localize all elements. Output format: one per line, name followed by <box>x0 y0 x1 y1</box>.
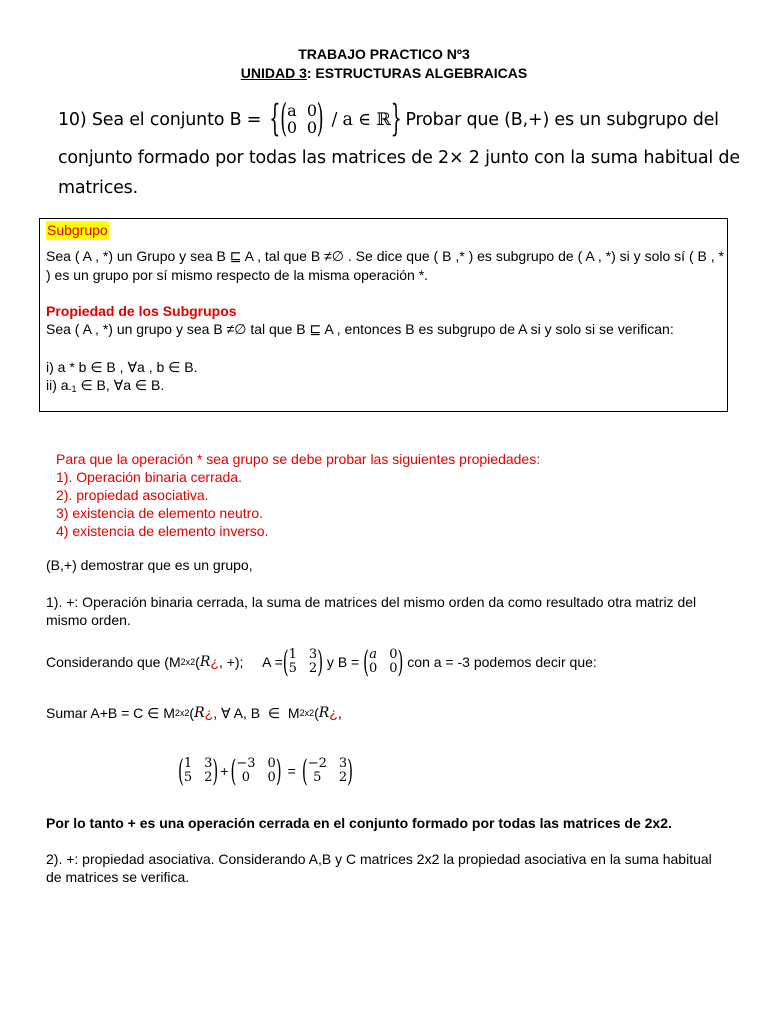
problem-intro: 10) Sea el conjunto B = <box>58 109 262 130</box>
set-matrix-cell: 0 <box>286 117 297 137</box>
matrix-cell: 1 <box>288 647 297 662</box>
matrix-cell: 0 <box>389 660 398 676</box>
problem-line-2: conjunto formado por todas las matrices de 2× 2 junto con la suma habitual de <box>58 148 740 168</box>
left-brace: { <box>269 98 281 141</box>
set-matrix-cell: 0 <box>306 101 317 120</box>
properties-intro: Para que la operación * sea grupo se debe probar las siguientes propiedades: <box>56 451 541 467</box>
definition-box <box>39 218 728 412</box>
unit-heading <box>0 65 768 81</box>
associative-text: 2). +: propiedad asociativa. Considerando A,B y C matrices 2x2 la propiedad asociativa en la suma habitual de matrices se verifica. <box>46 851 712 885</box>
set-matrix-cell: a <box>287 101 297 120</box>
matrix-equation <box>178 752 353 789</box>
properties-list <box>56 450 540 540</box>
equation-matrix-2: ( −3 0 0 0 ) <box>230 752 282 789</box>
equation-matrix-1: ( 1 3 5 2 ) <box>178 752 219 789</box>
equals-sign: = <box>287 762 296 779</box>
sum-line: Sumar A+B = C ∈ M 2x2 ( R ¿ , ∀ A, B ∈ M 2x2 ( R ¿ , <box>46 705 342 721</box>
matrix-b: ( a 0 0 0 ) <box>363 643 404 680</box>
problem-line-1 <box>58 97 719 142</box>
matrix-cell: 2 <box>308 660 318 676</box>
subgroup-definition: Sea ( A , *) un Grupo y sea B ⊑ A , tal que B ≠∅ . Se dice que ( B ,* ) es subgrupo de ( A , *) si y solo sí ( B , * ) es un grupo por sí mismo respecto de la misma operación *. <box>46 248 724 283</box>
properties-item: 2). propiedad asociativa. <box>56 487 209 503</box>
unit-suffix: : ESTRUCTURAS ALGEBRAICAS <box>306 65 528 81</box>
conclusion-text: Por lo tanto + es una operación cerrada en el conjunto formado por todas las matrices de 2x2. <box>46 815 672 831</box>
properties-item: 1). Operación binaria cerrada. <box>56 469 242 485</box>
problem-line1-end: Probar que (B,+) es un subgrupo del <box>405 109 719 130</box>
property-item-2: ii) $a_{-1}$ ∈ B, ∀a ∈ B. <box>46 377 165 394</box>
plus-sign: + <box>220 762 229 779</box>
property-title: Propiedad de los Subgrupos <box>46 303 237 319</box>
matrix-cell: 0 <box>368 660 378 676</box>
set-matrix: ( a 0 0 0 ) <box>280 97 324 142</box>
right-brace: } <box>390 98 402 141</box>
set-condition: / a ∈ ℝ <box>331 109 391 130</box>
demo-text: (B,+) demostrar que es un grupo, <box>46 557 253 573</box>
matrix-cell: 5 <box>288 660 297 676</box>
unit-prefix: UNIDAD 3 <box>240 65 307 81</box>
properties-item: 4) existencia de elemento inverso. <box>56 523 269 539</box>
considering-line: Considerando que (M 2x2 ( R ¿ , +); A = ( 1 3 5 2 ) y B = ( a 0 0 0 ) con a = -3 podemos decir que: <box>46 643 597 680</box>
set-matrix-cell: 0 <box>306 117 317 137</box>
problem-line-3: matrices. <box>58 178 138 198</box>
equation-matrix-3: ( −2 3 5 2 ) <box>301 752 353 789</box>
matrix-cell: 0 <box>389 647 398 662</box>
matrix-cell: 3 <box>308 647 318 662</box>
document-title: TRABAJO PRACTICO Nº3 <box>298 46 470 62</box>
matrix-cell: a <box>369 647 377 662</box>
properties-item: 3) existencia de elemento neutro. <box>56 505 264 521</box>
subgroup-heading: Subgrupo <box>47 222 108 238</box>
property-text: Sea ( A , *) un grupo y sea B ≠∅ tal que B ⊑ A , entonces B es subgrupo de A si y solo si se verifican: <box>46 321 674 337</box>
property-item-1: i) a * b ∈ B , ∀a , b ∈ B. <box>46 359 198 375</box>
closed-operation-text: 1). +: Operación binaria cerrada, la suma de matrices del mismo orden da como resultado otra matriz del mismo orden. <box>46 594 697 628</box>
matrix-a: ( 1 3 5 2 ) <box>282 643 324 680</box>
